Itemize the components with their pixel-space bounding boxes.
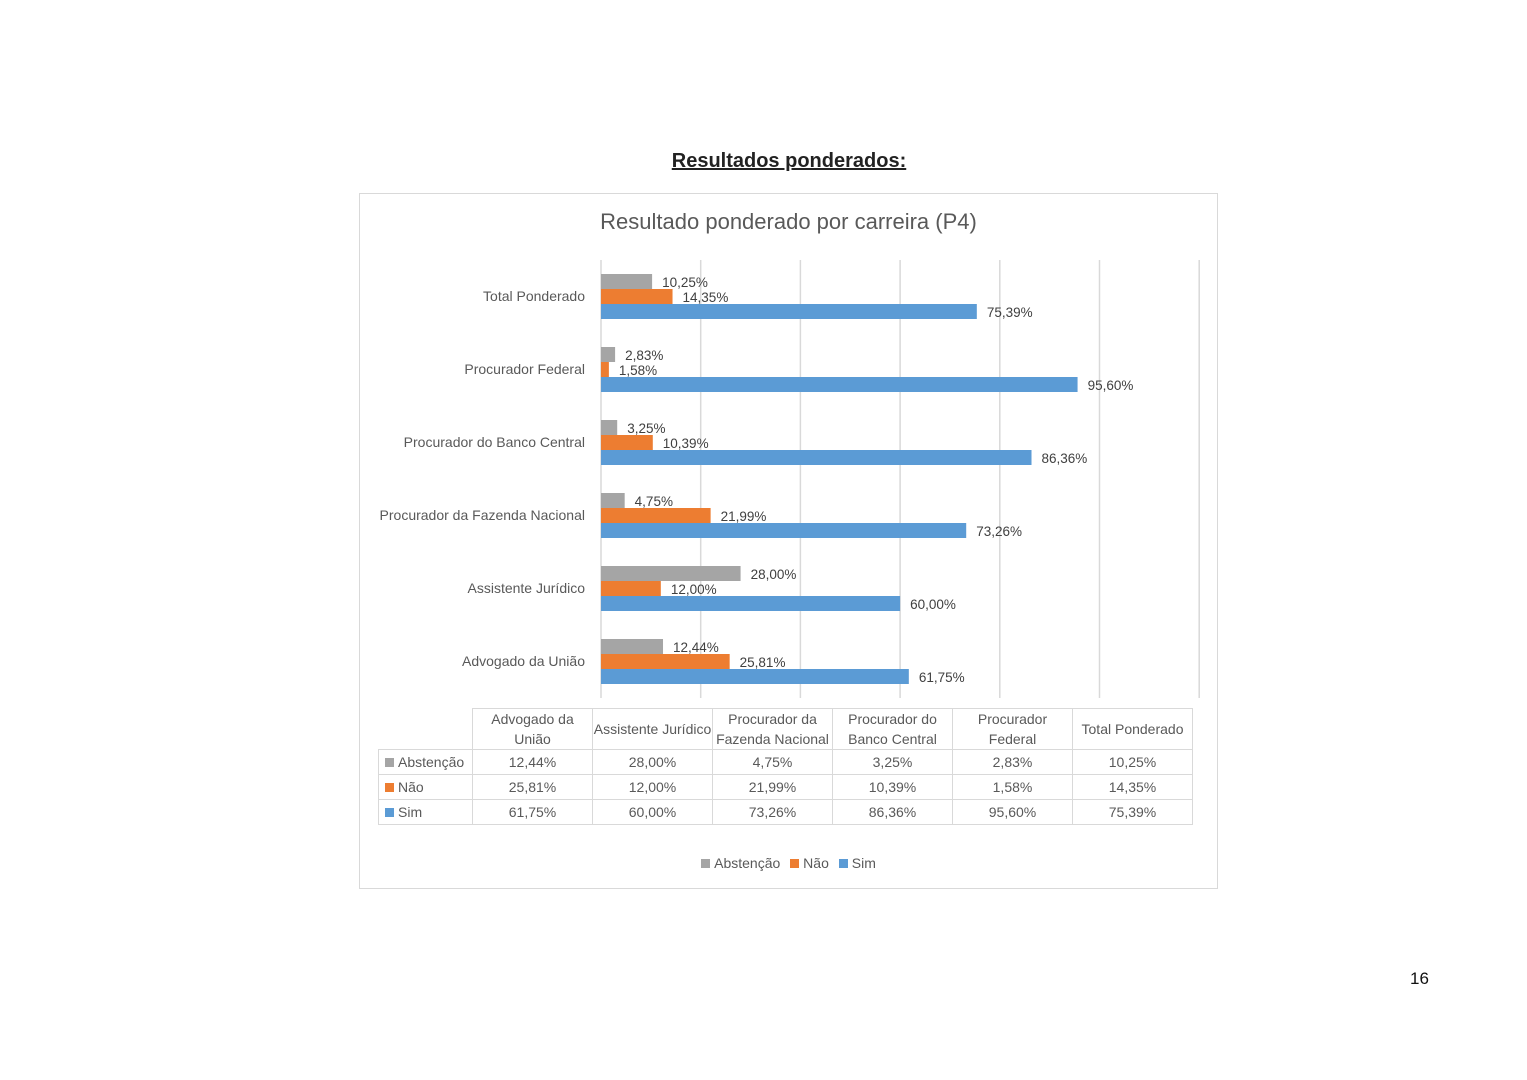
table-cell: 95,60% (953, 800, 1073, 825)
table-cell: 14,35% (1073, 775, 1193, 800)
bar-nao (601, 581, 661, 596)
bar-sim (601, 450, 1032, 465)
bar-sim (601, 377, 1078, 392)
data-label: 86,36% (1041, 451, 1088, 466)
data-label: 1,58% (618, 363, 658, 378)
data-label: 14,35% (682, 290, 729, 305)
series-name: Sim (398, 804, 423, 820)
table-header-cell: Advogado da União (473, 709, 593, 750)
table-cell: 75,39% (1073, 800, 1193, 825)
data-label: 12,44% (673, 640, 719, 655)
data-label: 28,00% (750, 567, 797, 582)
table-cell: 61,75% (473, 800, 593, 825)
bar-sim (601, 523, 966, 538)
legend-item-sim (839, 855, 876, 871)
table-row-header (379, 775, 473, 800)
data-label: 10,25% (662, 275, 708, 290)
abstencao-swatch (385, 758, 394, 767)
table-cell: 4,75% (713, 750, 833, 775)
table-cell: 1,58% (953, 775, 1073, 800)
table-corner-cell (379, 709, 473, 750)
data-label: 25,81% (739, 655, 786, 670)
category-label: Assistente Jurídico (467, 580, 585, 596)
table-cell: 73,26% (713, 800, 833, 825)
table-header-row (379, 709, 1193, 750)
legend-item-abstencao (701, 855, 780, 871)
category-label: Procurador da Fazenda Nacional (379, 507, 585, 523)
bar-nao (601, 289, 673, 304)
data-label: 2,83% (625, 348, 664, 363)
table-row-header (379, 750, 473, 775)
legend-label: Sim (851, 855, 876, 871)
data-label: 73,26% (976, 524, 1022, 539)
bar-sim (601, 669, 909, 684)
value-labels (619, 275, 1133, 685)
data-label: 21,99% (720, 509, 767, 524)
table-header-cell: Total Ponderado (1073, 709, 1193, 750)
bar-nao (601, 362, 609, 377)
bar-sim (601, 304, 977, 319)
bar-abstencao (601, 420, 617, 435)
table-cell: 10,39% (833, 775, 953, 800)
table-cell: 28,00% (593, 750, 713, 775)
table-header-cell: Procurador da Fazenda Nacional (713, 709, 833, 750)
bar-abstencao (601, 274, 652, 289)
data-label: 95,60% (1087, 378, 1134, 393)
gridlines (601, 260, 1199, 698)
table-header-cell: Procurador Federal (953, 709, 1073, 750)
data-label: 12,00% (670, 582, 717, 597)
table-header-cell: Assistente Jurídico (593, 709, 713, 750)
chart-legend (359, 855, 1218, 871)
bar-nao (601, 654, 730, 669)
table-cell: 21,99% (713, 775, 833, 800)
sim-swatch (839, 859, 848, 868)
table-cell: 60,00% (593, 800, 713, 825)
bar-nao (601, 508, 711, 523)
table-cell: 3,25% (833, 750, 953, 775)
table-row (379, 775, 1193, 800)
bar-nao (601, 435, 653, 450)
data-label: 4,75% (634, 494, 673, 509)
bar-abstencao (601, 566, 741, 581)
category-label: Procurador Federal (464, 361, 585, 377)
table-row (379, 750, 1193, 775)
series-name: Abstenção (398, 754, 465, 770)
sim-swatch (385, 808, 394, 817)
nao-swatch (385, 783, 394, 792)
category-label: Procurador do Banco Central (403, 434, 585, 450)
data-label: 75,39% (986, 305, 1033, 320)
data-table (378, 708, 1193, 825)
table-cell: 25,81% (473, 775, 593, 800)
legend-label: Não (803, 855, 829, 871)
chart-title: Resultado ponderado por carreira (P4) (600, 209, 977, 234)
table-cell: 12,00% (593, 775, 713, 800)
data-label: 61,75% (918, 670, 965, 685)
table-row (379, 800, 1193, 825)
bar-abstencao (601, 347, 615, 362)
page-number: 16 (1410, 969, 1429, 988)
bar-sim (601, 596, 900, 611)
nao-swatch (790, 859, 799, 868)
bar-abstencao (601, 493, 625, 508)
series-name: Não (398, 779, 424, 795)
legend-item-nao (790, 855, 829, 871)
table-cell: 2,83% (953, 750, 1073, 775)
category-labels (380, 288, 586, 669)
table-header-cell: Procurador do Banco Central (833, 709, 953, 750)
table-cell: 12,44% (473, 750, 593, 775)
abstencao-swatch (701, 859, 710, 868)
data-label: 60,00% (910, 597, 956, 612)
bars (601, 274, 1078, 684)
table-cell: 10,25% (1073, 750, 1193, 775)
table-cell: 86,36% (833, 800, 953, 825)
data-label: 10,39% (662, 436, 709, 451)
table-row-header (379, 800, 473, 825)
bar-abstencao (601, 639, 663, 654)
legend-label: Abstenção (714, 855, 781, 871)
category-label: Advogado da União (462, 653, 585, 669)
page-heading: Resultados ponderados: (671, 150, 907, 172)
category-label: Total Ponderado (483, 288, 585, 304)
data-label: 3,25% (627, 421, 666, 436)
